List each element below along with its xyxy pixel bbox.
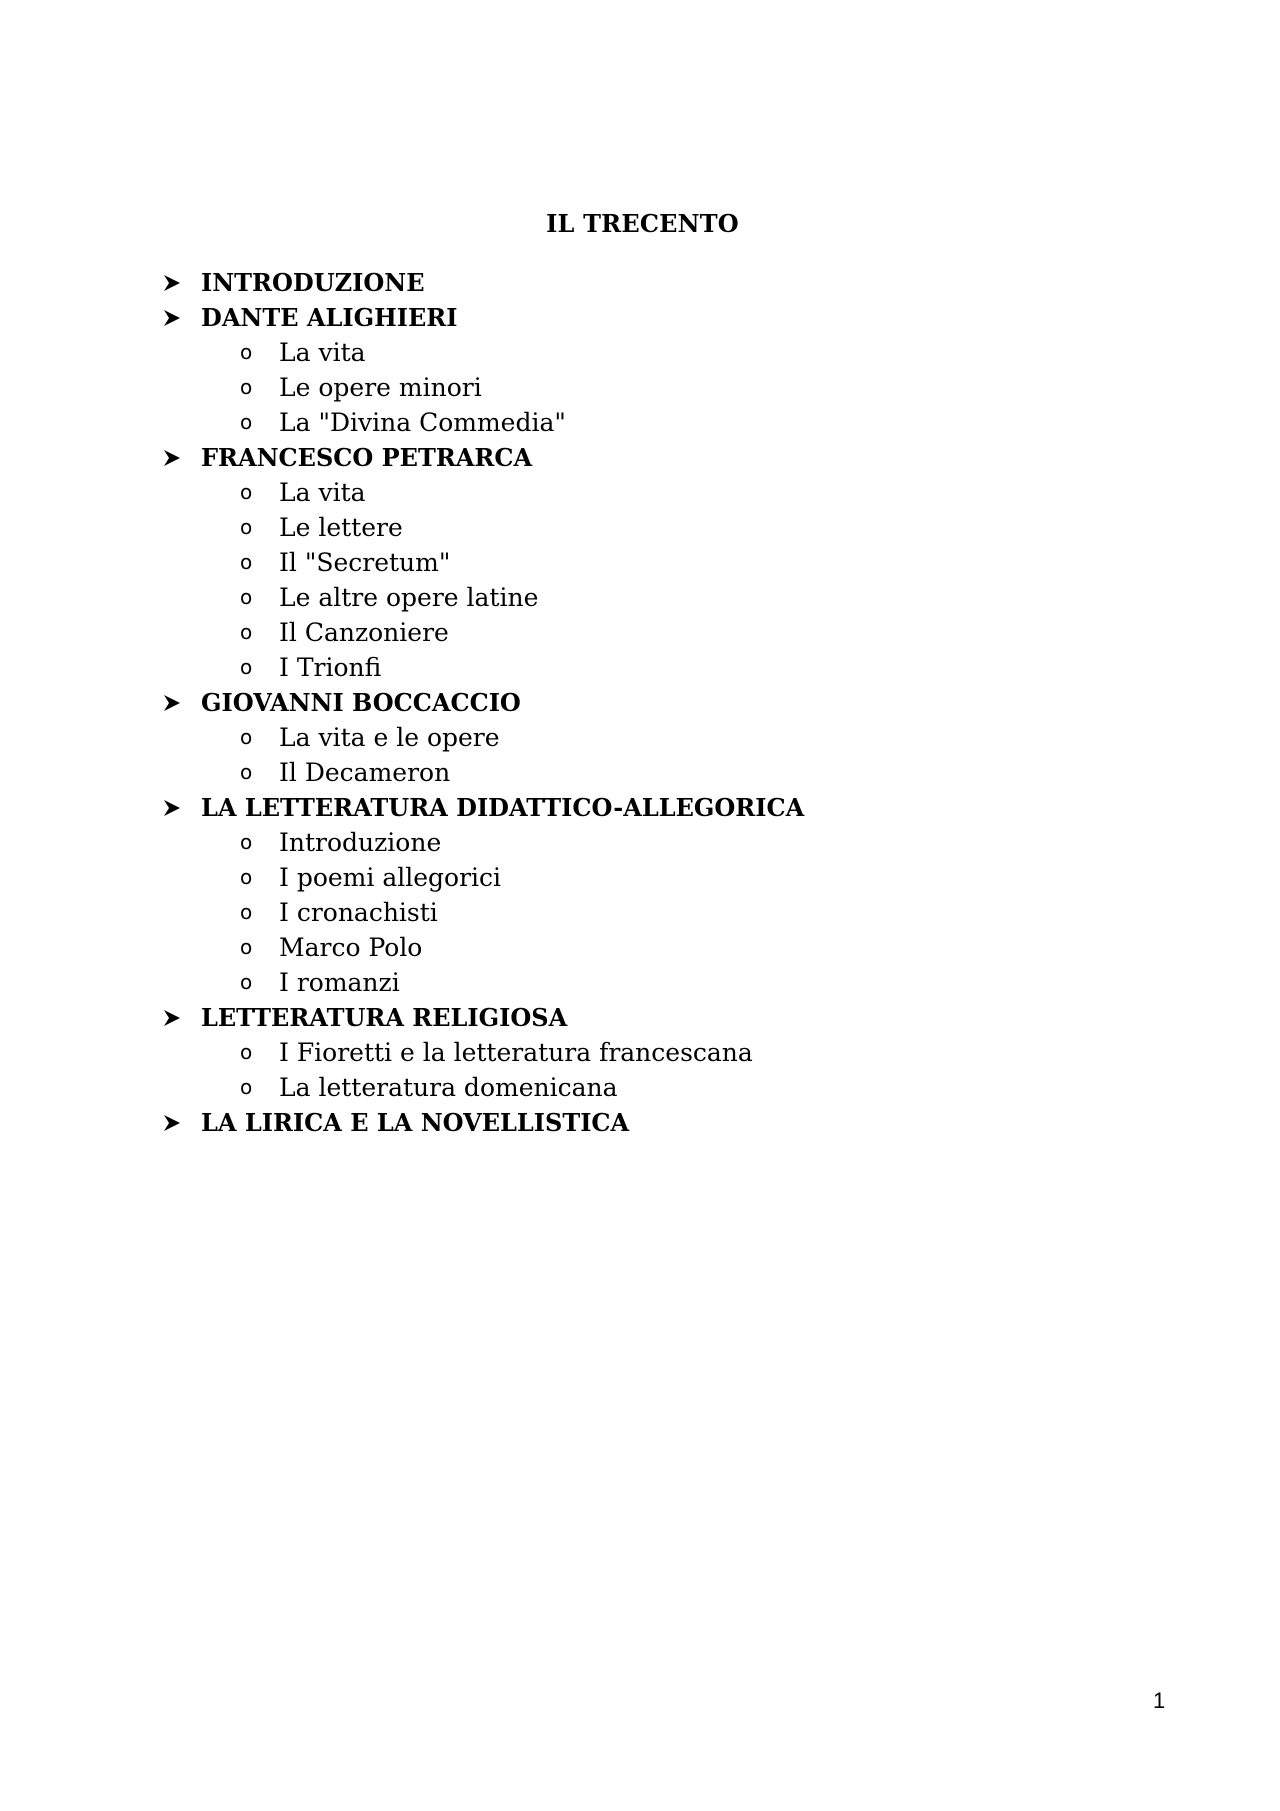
subitem-label: Le opere minori: [279, 373, 482, 402]
subitem-label: I Fioretti e la letteratura francescana: [279, 1038, 753, 1067]
circle-bullet-icon: o: [240, 550, 253, 574]
subitem-label: I romanzi: [279, 968, 400, 997]
circle-bullet-icon: o: [240, 760, 253, 784]
section-heading: FRANCESCO PETRARCA: [201, 443, 533, 472]
circle-bullet-icon: o: [240, 655, 253, 679]
subitem-label: Le altre opere latine: [279, 583, 539, 612]
subitem-label: I cronachisti: [279, 898, 438, 927]
subitem-label: Introduzione: [279, 828, 442, 857]
subitem-label: La vita: [279, 338, 366, 367]
subitem-label: Il Decameron: [279, 758, 451, 787]
circle-bullet-icon: o: [240, 970, 253, 994]
subitem-label: La vita: [279, 478, 366, 507]
subitem-label: I poemi allegorici: [279, 863, 502, 892]
subitem-label: La letteratura domenicana: [279, 1073, 618, 1102]
subitem-label: Marco Polo: [279, 933, 423, 962]
subitem-label: Il "Secretum": [279, 548, 451, 577]
section-heading: LETTERATURA RELIGIOSA: [201, 1003, 568, 1032]
subitem-label: La vita e le opere: [279, 723, 500, 752]
circle-bullet-icon: o: [240, 830, 253, 854]
arrowhead-bullet-icon: [163, 1000, 185, 1035]
arrowhead-bullet-icon: [163, 1105, 185, 1140]
subitem-label: Il Canzoniere: [279, 618, 449, 647]
arrowhead-bullet-icon: [163, 265, 185, 300]
circle-bullet-icon: o: [240, 1075, 253, 1099]
arrowhead-bullet-icon: [163, 440, 185, 475]
subitem-label: I Trionfi: [279, 653, 382, 682]
subitem-label: La "Divina Commedia": [279, 408, 566, 437]
circle-bullet-icon: o: [240, 375, 253, 399]
page-number: 1: [1153, 1688, 1166, 1713]
circle-bullet-icon: o: [240, 480, 253, 504]
circle-bullet-icon: o: [240, 1040, 253, 1064]
circle-bullet-icon: o: [240, 340, 253, 364]
subitem-label: Le lettere: [279, 513, 403, 542]
circle-bullet-icon: o: [240, 865, 253, 889]
circle-bullet-icon: o: [240, 900, 253, 924]
circle-bullet-icon: o: [240, 620, 253, 644]
circle-bullet-icon: o: [240, 585, 253, 609]
section-heading: INTRODUZIONE: [201, 268, 425, 297]
section-heading: LA LIRICA E LA NOVELLISTICA: [201, 1108, 630, 1137]
arrowhead-bullet-icon: [163, 300, 185, 335]
arrowhead-bullet-icon: [163, 685, 185, 720]
page-title: IL TRECENTO: [546, 209, 739, 238]
circle-bullet-icon: o: [240, 935, 253, 959]
section-heading: DANTE ALIGHIERI: [201, 303, 458, 332]
section-heading: LA LETTERATURA DIDATTICO-ALLEGORICA: [201, 793, 805, 822]
section-heading: GIOVANNI BOCCACCIO: [201, 688, 521, 717]
circle-bullet-icon: o: [240, 515, 253, 539]
arrowhead-bullet-icon: [163, 790, 185, 825]
circle-bullet-icon: o: [240, 410, 253, 434]
circle-bullet-icon: o: [240, 725, 253, 749]
